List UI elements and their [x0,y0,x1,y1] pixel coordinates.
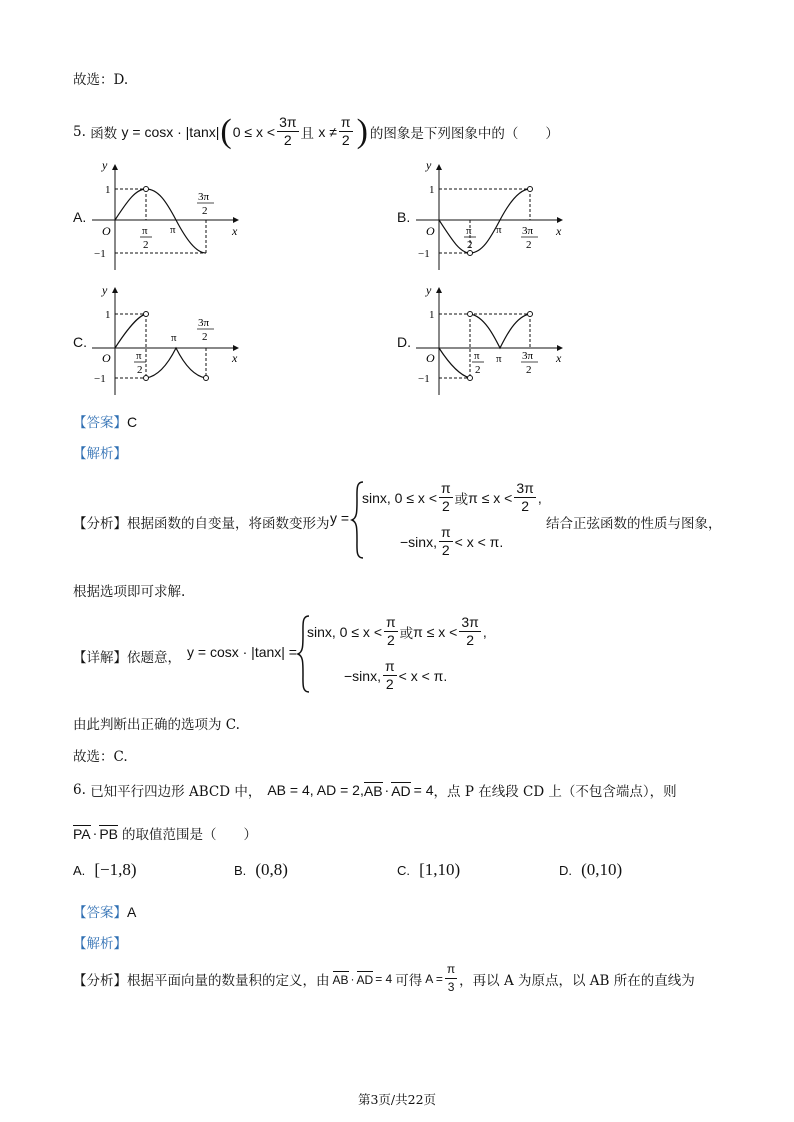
q5-answer [73,411,137,431]
answer-value: C [127,414,138,430]
piece-1: sinx, 0 ≤ x < $\frac{\pi}{2}$ 或 π ≤ x < $\frac{3\pi}{2}$ , [362,480,542,514]
vector-pa: PA [73,826,91,842]
curve-right [470,314,530,348]
option-d-label: D. [397,334,411,350]
svg-text:π: π [142,225,148,237]
tick-1: 1 [105,184,111,196]
open-point [528,312,533,317]
detail-piece-2: −sinx, $\frac{\pi}{2}$ < x < π. [344,658,448,692]
q5-function: y = cosx · |tanx| [121,123,220,140]
q6-option-d: D. (0,10) [559,860,623,879]
curve [439,189,530,253]
curve-left [115,314,146,348]
svg-text:π: π [474,350,480,362]
graph-b [412,155,577,275]
svg-text:−1: −1 [418,373,430,385]
graph-a [88,155,253,275]
open-point [468,312,473,317]
svg-text:π: π [171,332,177,344]
option-a-label: A. [73,209,87,225]
frac-3pi-2: $\frac{3\pi}{2}$ [279,114,297,148]
svg-text:x: x [232,351,238,365]
svg-text:x: x [556,224,562,238]
q6-statement: 6. 已知平行四边形 ABCD 中， AB = 4, AD = 2, AB · AD = 4 ，点 P 在线段 CD 上（不包含端点），则 [73,782,677,800]
svg-text:2: 2 [475,364,481,376]
vector-pb: PB [99,826,118,842]
svg-text:2: 2 [526,239,532,251]
q5-lead: 函数 [90,125,118,142]
q5-statement [73,114,559,149]
svg-text:π: π [466,225,472,237]
x-label: x [232,224,238,238]
q5-tail: 的图象是下列图象中的（ ） [369,125,559,142]
svg-text:2: 2 [467,239,473,251]
svg-text:1: 1 [429,184,435,196]
open-point [468,251,473,256]
svg-text:x: x [556,351,562,365]
curve [115,189,206,253]
svg-text:1: 1 [105,309,111,321]
piece-2: −sinx, $\frac{\pi}{2}$ < x < π. [400,524,504,558]
svg-text:y: y [426,158,432,172]
q6-option-b: B. (0,8) [234,860,288,879]
svg-text:3π: 3π [522,225,534,237]
svg-text:O: O [426,224,435,238]
q6-option-a: A. [−1,8) [73,860,137,879]
svg-text:π: π [170,224,176,236]
top-answer: 故选：D. [73,72,129,88]
q5-number: 5. [73,123,86,140]
open-point [528,187,533,192]
q6-answer: 【答案】A [73,904,137,921]
svg-text:−1: −1 [94,373,106,385]
svg-text:y: y [102,283,108,297]
fenxi-line2: 根据选项即可求解. [73,584,186,600]
svg-text:O: O [102,351,111,365]
svg-text:1: 1 [429,309,435,321]
graph-c [88,280,253,400]
frac-pi-2: $\frac{\pi}{2}$ [340,114,351,148]
option-b-label: B. [397,209,411,225]
svg-text:−1: −1 [418,248,430,260]
paren-left: ( [220,112,232,150]
page-footer: 第3页/共22页 [357,1092,437,1107]
xiangjie-func: y = cosx · |tanx| = [187,644,297,660]
svg-text:π: π [136,350,142,362]
vector-ad: AD [391,783,411,799]
svg-text:2: 2 [202,205,208,217]
svg-text:2: 2 [202,331,208,343]
q5-final: 故选：C. [73,749,128,765]
q5-and: 且 [300,125,315,142]
curve-right [146,348,206,378]
open-point [144,376,149,381]
analysis-label: 【解析】 [73,446,127,462]
detail-piece-1: sinx, 0 ≤ x < $\frac{\pi}{2}$ 或 π ≤ x < $\frac{3\pi}{2}$ , [307,614,487,648]
open-point [204,376,209,381]
svg-text:π: π [496,353,502,365]
q6-fenxi: 【分析】 根据平面向量的数量积的定义，由 AB · AD = 4 可得 A = $\frac{\pi}{3}$ ，再以 A 为原点，以 AB 所在的直线为 [73,962,695,994]
open-point [468,376,473,381]
graph-d [412,280,577,400]
svg-text:y: y [426,283,432,297]
q5-conclusion: 由此判断出正确的选项为 C. [73,717,240,733]
open-point [144,312,149,317]
xiangjie-prefix: 【详解】依题意， [73,650,181,666]
svg-text:3π: 3π [198,317,210,329]
svg-text:2: 2 [137,364,143,376]
q5-cond-a: 0 ≤ x < [232,123,276,140]
y-label: y [102,158,108,172]
option-c-label: C. [73,334,87,350]
svg-text:π: π [496,224,502,236]
fenxi-tail: 结合正弦函数的性质与图象， [546,516,722,532]
paren-right: ) [356,112,368,150]
q6-option-c: C. [1,10) [397,860,461,879]
q6-statement-2: PA · PB 的取值范围是（ ） [73,825,257,843]
open-point [144,187,149,192]
fenxi-y: y = [330,510,350,526]
vector-ab: AB [363,783,383,799]
svg-text:3π: 3π [522,350,534,362]
q5-cond-b: x ≠ [318,123,337,140]
answer-label: 【答案】 [73,415,127,431]
svg-text:2: 2 [526,364,532,376]
svg-text:O: O [426,351,435,365]
q6-analysis-label: 【解析】 [73,936,127,952]
svg-text:3π: 3π [198,191,210,203]
tick-neg1: −1 [94,248,106,260]
curve-left [439,348,470,378]
fenxi-prefix: 【分析】根据函数的自变量，将函数变形为 [73,516,330,532]
svg-text:2: 2 [143,239,149,251]
origin-label: O [102,224,111,238]
